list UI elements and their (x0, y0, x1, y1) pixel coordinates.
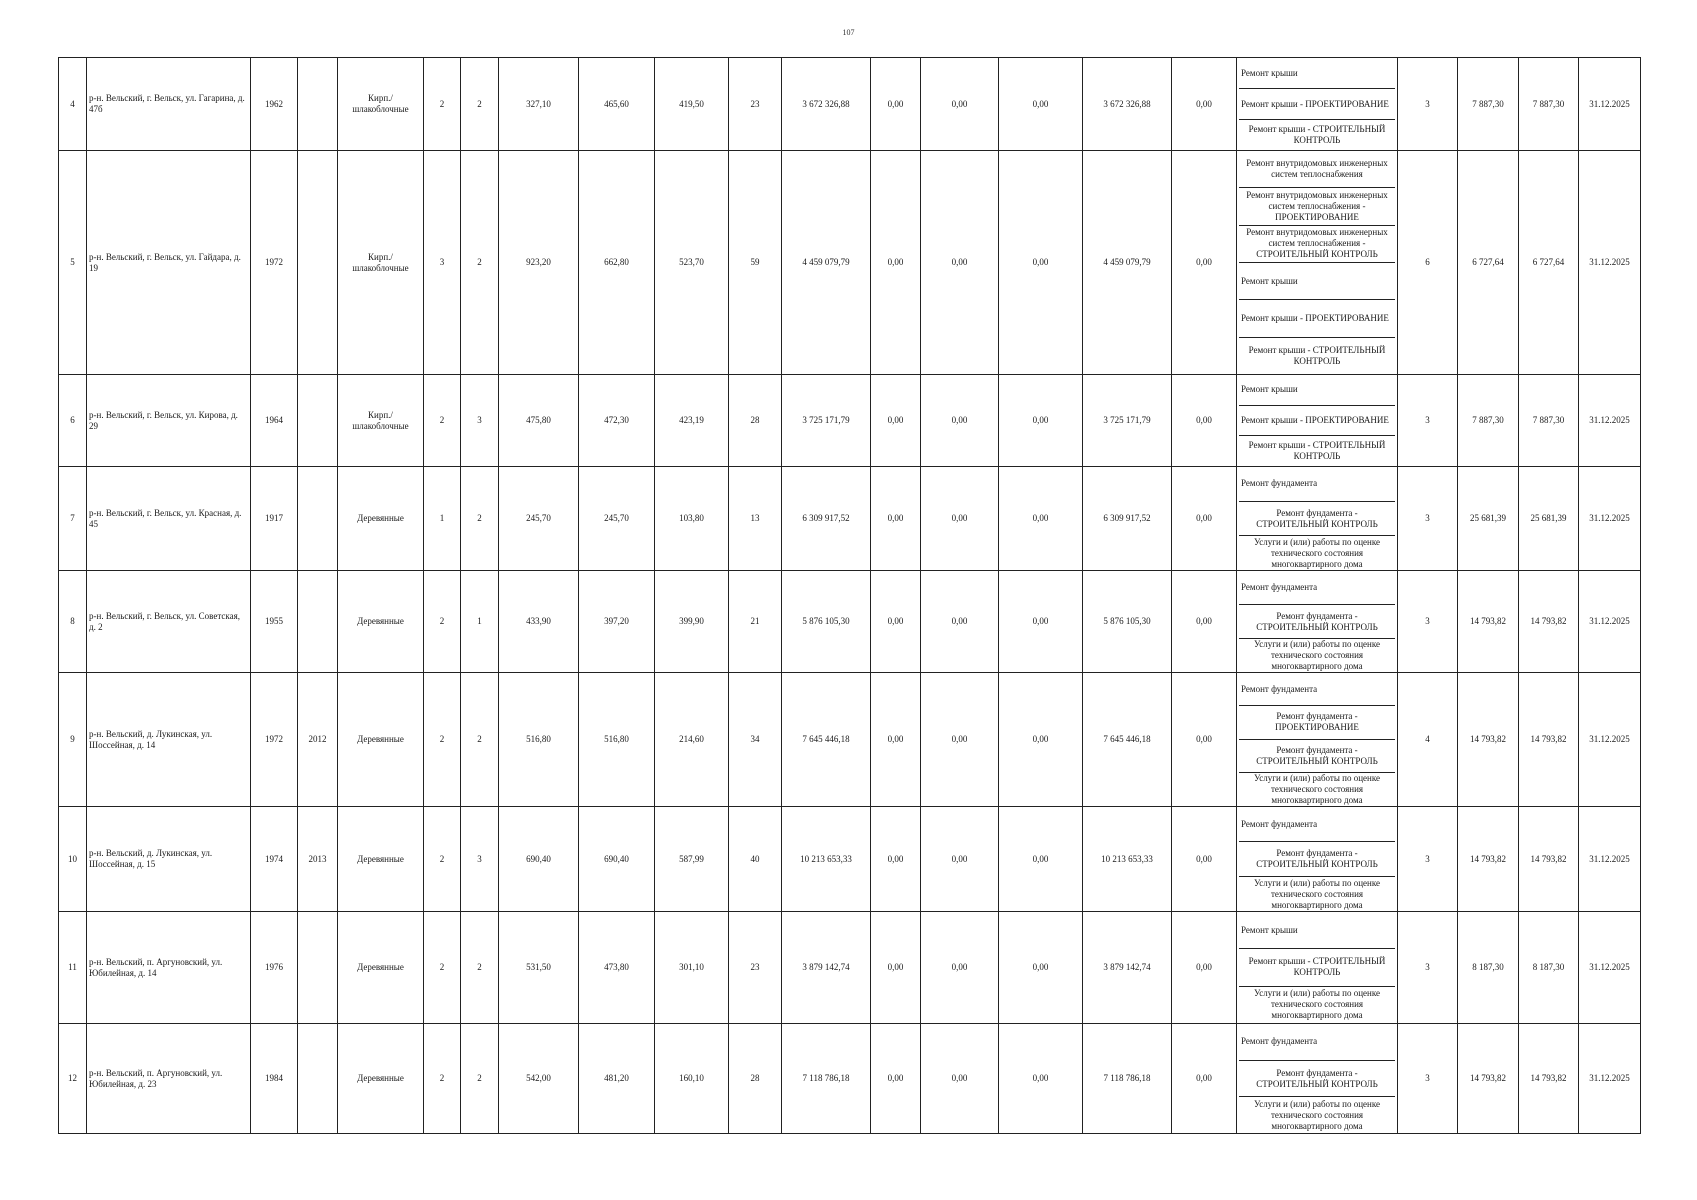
cost-federal-cell: 0,00 (871, 58, 921, 151)
area-total-cell: 516,80 (499, 673, 579, 807)
cost-local-cell: 0,00 (999, 912, 1083, 1024)
deadline-cell: 31.12.2025 (1579, 375, 1641, 467)
cost-other-cell: 0,00 (1172, 807, 1237, 912)
deadline-cell: 31.12.2025 (1579, 912, 1641, 1024)
area-residential-cell: 399,90 (655, 571, 729, 673)
work-item: Ремонт крыши - СТРОИТЕЛЬНЫЙ КОНТРОЛЬ (1248, 124, 1386, 145)
cost-federal-cell: 0,00 (871, 375, 921, 467)
year-built-cell: 1972 (251, 151, 298, 375)
cost-regional-cell: 0,00 (921, 58, 999, 151)
entrances-cell: 2 (461, 1024, 499, 1134)
residents-cell: 28 (729, 375, 782, 467)
work-count-cell: 3 (1398, 912, 1458, 1024)
work-item: Ремонт фундамента - СТРОИТЕЛЬНЫЙ КОНТРОЛЬ (1239, 1061, 1395, 1098)
cost-owners-cell: 6 309 917,52 (1083, 467, 1172, 571)
residents-cell: 23 (729, 58, 782, 151)
table-row (59, 151, 1641, 375)
address-cell: р-н. Вельский, г. Вельск, ул. Советская, д. 2 (87, 571, 251, 673)
cost-owners-cell: 7 118 786,18 (1083, 1024, 1172, 1134)
entrances-cell: 3 (461, 807, 499, 912)
cost-local-cell: 0,00 (999, 571, 1083, 673)
area-total-cell: 475,80 (499, 375, 579, 467)
year-built-cell: 1974 (251, 807, 298, 912)
cost-federal-cell: 0,00 (871, 1024, 921, 1134)
cost-regional-cell: 0,00 (921, 151, 999, 375)
deadline-cell: 31.12.2025 (1579, 571, 1641, 673)
cost-other-cell: 0,00 (1172, 467, 1237, 571)
max-cost-cell: 25 681,39 (1519, 467, 1579, 571)
cost-total-cell: 10 213 653,33 (782, 807, 871, 912)
area-living-cell: 465,60 (579, 58, 655, 151)
address-cell: р-н. Вельский, д. Лукинская, ул. Шоссейная, д. 15 (87, 807, 251, 912)
work-item: Ремонт крыши - СТРОИТЕЛЬНЫЙ КОНТРОЛЬ (1248, 440, 1386, 462)
cost-regional-cell: 0,00 (921, 673, 999, 807)
year-renovation-cell (298, 375, 338, 467)
floors-cell: 2 (424, 807, 461, 912)
area-residential-cell: 103,80 (655, 467, 729, 571)
area-residential-cell: 587,99 (655, 807, 729, 912)
work-count-cell: 3 (1398, 467, 1458, 571)
works-cell (1237, 467, 1398, 571)
cost-owners-cell: 7 645 446,18 (1083, 673, 1172, 807)
year-renovation-cell (298, 467, 338, 571)
works-cell (1237, 912, 1398, 1024)
address-cell: р-н. Вельский, д. Лукинская, ул. Шоссейная, д. 14 (87, 673, 251, 807)
works-cell (1237, 571, 1398, 673)
cost-total-cell: 6 309 917,52 (782, 467, 871, 571)
year-built-cell: 1955 (251, 571, 298, 673)
deadline-cell: 31.12.2025 (1579, 673, 1641, 807)
cost-regional-cell: 0,00 (921, 571, 999, 673)
unit-cost-cell: 7 887,30 (1458, 375, 1519, 467)
work-item: Ремонт крыши - ПРОЕКТИРОВАНИЕ (1239, 300, 1395, 337)
unit-cost-cell: 25 681,39 (1458, 467, 1519, 571)
deadline-cell: 31.12.2025 (1579, 807, 1641, 912)
wall-material-cell: Кирп./ шлакоблочные (338, 151, 424, 375)
unit-cost-cell: 14 793,82 (1458, 673, 1519, 807)
works-list (1239, 1024, 1395, 1133)
works-list (1239, 58, 1395, 150)
wall-material-cell: Деревянные (338, 467, 424, 571)
cost-other-cell: 0,00 (1172, 571, 1237, 673)
cost-total-cell: 3 725 171,79 (782, 375, 871, 467)
area-residential-cell: 523,70 (655, 151, 729, 375)
cost-owners-cell: 3 672 326,88 (1083, 58, 1172, 151)
work-item: Ремонт фундамента - СТРОИТЕЛЬНЫЙ КОНТРОЛЬ (1239, 605, 1395, 639)
work-item: Ремонт крыши (1239, 375, 1395, 406)
max-cost-cell: 14 793,82 (1519, 807, 1579, 912)
works-cell (1237, 673, 1398, 807)
works-list (1239, 467, 1395, 570)
cost-total-cell: 3 879 142,74 (782, 912, 871, 1024)
wall-material-cell: Кирп./ шлакоблочные (338, 375, 424, 467)
cost-federal-cell: 0,00 (871, 151, 921, 375)
works-list (1239, 807, 1395, 911)
work-item: Ремонт крыши - ПРОЕКТИРОВАНИЕ (1239, 89, 1395, 120)
work-count-cell: 3 (1398, 807, 1458, 912)
works-list (1239, 912, 1395, 1023)
area-residential-cell: 419,50 (655, 58, 729, 151)
wall-material-cell: Кирп./ шлакоблочные (338, 58, 424, 151)
area-residential-cell: 214,60 (655, 673, 729, 807)
work-item: Ремонт фундамента (1239, 1024, 1395, 1061)
cost-local-cell: 0,00 (999, 467, 1083, 571)
year-renovation-cell (298, 58, 338, 151)
cost-owners-cell: 3 725 171,79 (1083, 375, 1172, 467)
area-living-cell: 516,80 (579, 673, 655, 807)
address-cell: р-н. Вельский, г. Вельск, ул. Гагарина, д. 47б (87, 58, 251, 151)
area-living-cell: 690,40 (579, 807, 655, 912)
floors-cell: 2 (424, 1024, 461, 1134)
work-item: Услуги и (или) работы по оценке технического состояния многоквартирного дома (1254, 639, 1380, 671)
cost-federal-cell: 0,00 (871, 912, 921, 1024)
floors-cell: 2 (424, 912, 461, 1024)
cost-local-cell: 0,00 (999, 375, 1083, 467)
area-total-cell: 245,70 (499, 467, 579, 571)
deadline-cell: 31.12.2025 (1579, 58, 1641, 151)
cost-total-cell: 4 459 079,79 (782, 151, 871, 375)
work-item: Услуги и (или) работы по оценке технического состояния многоквартирного дома (1254, 772, 1380, 805)
entrances-cell: 2 (461, 912, 499, 1024)
max-cost-cell: 6 727,64 (1519, 151, 1579, 375)
table-row (59, 673, 1641, 807)
address-cell: р-н. Вельский, п. Аргуновский, ул. Юбилейная, д. 14 (87, 912, 251, 1024)
cost-other-cell: 0,00 (1172, 151, 1237, 375)
cost-other-cell: 0,00 (1172, 375, 1237, 467)
cost-regional-cell: 0,00 (921, 375, 999, 467)
works-list (1239, 571, 1395, 672)
work-item: Услуги и (или) работы по оценке технического состояния многоквартирного дома (1254, 536, 1380, 569)
cost-local-cell: 0,00 (999, 58, 1083, 151)
work-item: Услуги и (или) работы по оценке технического состояния многоквартирного дома (1254, 1098, 1380, 1131)
cost-total-cell: 7 118 786,18 (782, 1024, 871, 1134)
residents-cell: 40 (729, 807, 782, 912)
work-item: Ремонт крыши (1239, 58, 1395, 89)
work-item: Ремонт крыши (1239, 912, 1395, 949)
entrances-cell: 2 (461, 467, 499, 571)
works-cell (1237, 58, 1398, 151)
registry-table (58, 57, 1641, 1134)
deadline-cell: 31.12.2025 (1579, 151, 1641, 375)
residents-cell: 34 (729, 673, 782, 807)
cost-other-cell: 0,00 (1172, 1024, 1237, 1134)
area-residential-cell: 301,10 (655, 912, 729, 1024)
area-total-cell: 542,00 (499, 1024, 579, 1134)
area-total-cell: 531,50 (499, 912, 579, 1024)
cost-regional-cell: 0,00 (921, 807, 999, 912)
area-living-cell: 481,20 (579, 1024, 655, 1134)
year-built-cell: 1972 (251, 673, 298, 807)
entrances-cell: 2 (461, 151, 499, 375)
row-number-cell: 8 (59, 571, 87, 673)
work-count-cell: 3 (1398, 58, 1458, 151)
deadline-cell: 31.12.2025 (1579, 1024, 1641, 1134)
area-living-cell: 397,20 (579, 571, 655, 673)
work-item: Услуги и (или) работы по оценке технического состояния многоквартирного дома (1254, 988, 1380, 1021)
year-built-cell: 1976 (251, 912, 298, 1024)
area-total-cell: 923,20 (499, 151, 579, 375)
row-number-cell: 9 (59, 673, 87, 807)
year-renovation-cell (298, 571, 338, 673)
work-item: Ремонт внутридомовых инженерных систем теплоснабжения - СТРОИТЕЛЬНЫЙ КОНТРОЛЬ (1239, 226, 1395, 263)
work-item: Ремонт фундамента - СТРОИТЕЛЬНЫЙ КОНТРОЛЬ (1239, 740, 1395, 773)
cost-local-cell: 0,00 (999, 673, 1083, 807)
work-item: Ремонт фундамента (1239, 807, 1395, 842)
entrances-cell: 2 (461, 673, 499, 807)
work-count-cell: 4 (1398, 673, 1458, 807)
cost-local-cell: 0,00 (999, 807, 1083, 912)
unit-cost-cell: 14 793,82 (1458, 571, 1519, 673)
work-count-cell: 3 (1398, 571, 1458, 673)
table-row (59, 1024, 1641, 1134)
cost-owners-cell: 3 879 142,74 (1083, 912, 1172, 1024)
cost-total-cell: 3 672 326,88 (782, 58, 871, 151)
cost-total-cell: 7 645 446,18 (782, 673, 871, 807)
row-number-cell: 6 (59, 375, 87, 467)
year-renovation-cell (298, 912, 338, 1024)
cost-other-cell: 0,00 (1172, 912, 1237, 1024)
address-cell: р-н. Вельский, г. Вельск, ул. Кирова, д. 29 (87, 375, 251, 467)
work-item: Ремонт фундамента (1239, 467, 1395, 502)
table-row (59, 467, 1641, 571)
table-row (59, 807, 1641, 912)
year-renovation-cell: 2013 (298, 807, 338, 912)
residents-cell: 28 (729, 1024, 782, 1134)
cost-owners-cell: 10 213 653,33 (1083, 807, 1172, 912)
work-item: Ремонт фундамента (1239, 571, 1395, 605)
table-row (59, 571, 1641, 673)
year-built-cell: 1984 (251, 1024, 298, 1134)
unit-cost-cell: 7 887,30 (1458, 58, 1519, 151)
area-total-cell: 690,40 (499, 807, 579, 912)
work-item: Ремонт фундамента - СТРОИТЕЛЬНЫЙ КОНТРОЛЬ (1239, 502, 1395, 537)
address-cell: р-н. Вельский, п. Аргуновский, ул. Юбилейная, д. 23 (87, 1024, 251, 1134)
wall-material-cell: Деревянные (338, 571, 424, 673)
table-row (59, 58, 1641, 151)
row-number-cell: 11 (59, 912, 87, 1024)
row-number-cell: 12 (59, 1024, 87, 1134)
area-living-cell: 662,80 (579, 151, 655, 375)
cost-federal-cell: 0,00 (871, 673, 921, 807)
residents-cell: 59 (729, 151, 782, 375)
floors-cell: 2 (424, 673, 461, 807)
work-item: Ремонт фундамента - СТРОИТЕЛЬНЫЙ КОНТРОЛЬ (1239, 842, 1395, 877)
work-item: Ремонт крыши (1239, 263, 1395, 300)
work-count-cell: 6 (1398, 151, 1458, 375)
cost-regional-cell: 0,00 (921, 912, 999, 1024)
year-renovation-cell: 2012 (298, 673, 338, 807)
year-built-cell: 1917 (251, 467, 298, 571)
floors-cell: 2 (424, 375, 461, 467)
floors-cell: 1 (424, 467, 461, 571)
max-cost-cell: 7 887,30 (1519, 58, 1579, 151)
work-item: Услуги и (или) работы по оценке технического состояния многоквартирного дома (1254, 877, 1380, 910)
entrances-cell: 3 (461, 375, 499, 467)
cost-owners-cell: 5 876 105,30 (1083, 571, 1172, 673)
wall-material-cell: Деревянные (338, 673, 424, 807)
max-cost-cell: 8 187,30 (1519, 912, 1579, 1024)
area-living-cell: 473,80 (579, 912, 655, 1024)
row-number-cell: 10 (59, 807, 87, 912)
wall-material-cell: Деревянные (338, 1024, 424, 1134)
page-number: 107 (842, 28, 855, 37)
address-cell: р-н. Вельский, г. Вельск, ул. Гайдара, д. 19 (87, 151, 251, 375)
floors-cell: 3 (424, 151, 461, 375)
table-row (59, 375, 1641, 467)
work-item: Ремонт крыши - СТРОИТЕЛЬНЫЙ КОНТРОЛЬ (1239, 949, 1395, 986)
wall-material-cell: Деревянные (338, 912, 424, 1024)
cost-local-cell: 0,00 (999, 1024, 1083, 1134)
address-cell: р-н. Вельский, г. Вельск, ул. Красная, д. 45 (87, 467, 251, 571)
area-living-cell: 472,30 (579, 375, 655, 467)
unit-cost-cell: 14 793,82 (1458, 807, 1519, 912)
works-cell (1237, 807, 1398, 912)
year-built-cell: 1964 (251, 375, 298, 467)
unit-cost-cell: 6 727,64 (1458, 151, 1519, 375)
cost-regional-cell: 0,00 (921, 467, 999, 571)
row-number-cell: 7 (59, 467, 87, 571)
work-item: Ремонт крыши - СТРОИТЕЛЬНЫЙ КОНТРОЛЬ (1248, 344, 1386, 366)
cost-other-cell: 0,00 (1172, 673, 1237, 807)
cost-federal-cell: 0,00 (871, 571, 921, 673)
cost-local-cell: 0,00 (999, 151, 1083, 375)
year-built-cell: 1962 (251, 58, 298, 151)
area-residential-cell: 160,10 (655, 1024, 729, 1134)
max-cost-cell: 7 887,30 (1519, 375, 1579, 467)
entrances-cell: 1 (461, 571, 499, 673)
year-renovation-cell (298, 151, 338, 375)
work-item: Ремонт фундамента - ПРОЕКТИРОВАНИЕ (1239, 706, 1395, 739)
works-list (1239, 375, 1395, 466)
works-cell (1237, 151, 1398, 375)
row-number-cell: 4 (59, 58, 87, 151)
year-renovation-cell (298, 1024, 338, 1134)
residents-cell: 23 (729, 912, 782, 1024)
table-body (59, 58, 1641, 1134)
unit-cost-cell: 14 793,82 (1458, 1024, 1519, 1134)
deadline-cell: 31.12.2025 (1579, 467, 1641, 571)
row-number-cell: 5 (59, 151, 87, 375)
area-total-cell: 433,90 (499, 571, 579, 673)
cost-regional-cell: 0,00 (921, 1024, 999, 1134)
work-count-cell: 3 (1398, 375, 1458, 467)
works-cell (1237, 1024, 1398, 1134)
work-item: Ремонт внутридомовых инженерных систем теплоснабжения - ПРОЕКТИРОВАНИЕ (1239, 188, 1395, 225)
residents-cell: 13 (729, 467, 782, 571)
wall-material-cell: Деревянные (338, 807, 424, 912)
max-cost-cell: 14 793,82 (1519, 571, 1579, 673)
cost-federal-cell: 0,00 (871, 467, 921, 571)
cost-federal-cell: 0,00 (871, 807, 921, 912)
entrances-cell: 2 (461, 58, 499, 151)
work-item: Ремонт внутридомовых инженерных систем теплоснабжения (1239, 151, 1395, 188)
cost-other-cell: 0,00 (1172, 58, 1237, 151)
work-count-cell: 3 (1398, 1024, 1458, 1134)
residents-cell: 21 (729, 571, 782, 673)
unit-cost-cell: 8 187,30 (1458, 912, 1519, 1024)
works-cell (1237, 375, 1398, 467)
cost-owners-cell: 4 459 079,79 (1083, 151, 1172, 375)
work-item: Ремонт крыши - ПРОЕКТИРОВАНИЕ (1239, 406, 1395, 437)
cost-total-cell: 5 876 105,30 (782, 571, 871, 673)
area-living-cell: 245,70 (579, 467, 655, 571)
works-list (1239, 151, 1395, 374)
floors-cell: 2 (424, 58, 461, 151)
area-residential-cell: 423,19 (655, 375, 729, 467)
table-row (59, 912, 1641, 1024)
area-total-cell: 327,10 (499, 58, 579, 151)
works-list (1239, 673, 1395, 806)
floors-cell: 2 (424, 571, 461, 673)
max-cost-cell: 14 793,82 (1519, 673, 1579, 807)
max-cost-cell: 14 793,82 (1519, 1024, 1579, 1134)
work-item: Ремонт фундамента (1239, 673, 1395, 706)
